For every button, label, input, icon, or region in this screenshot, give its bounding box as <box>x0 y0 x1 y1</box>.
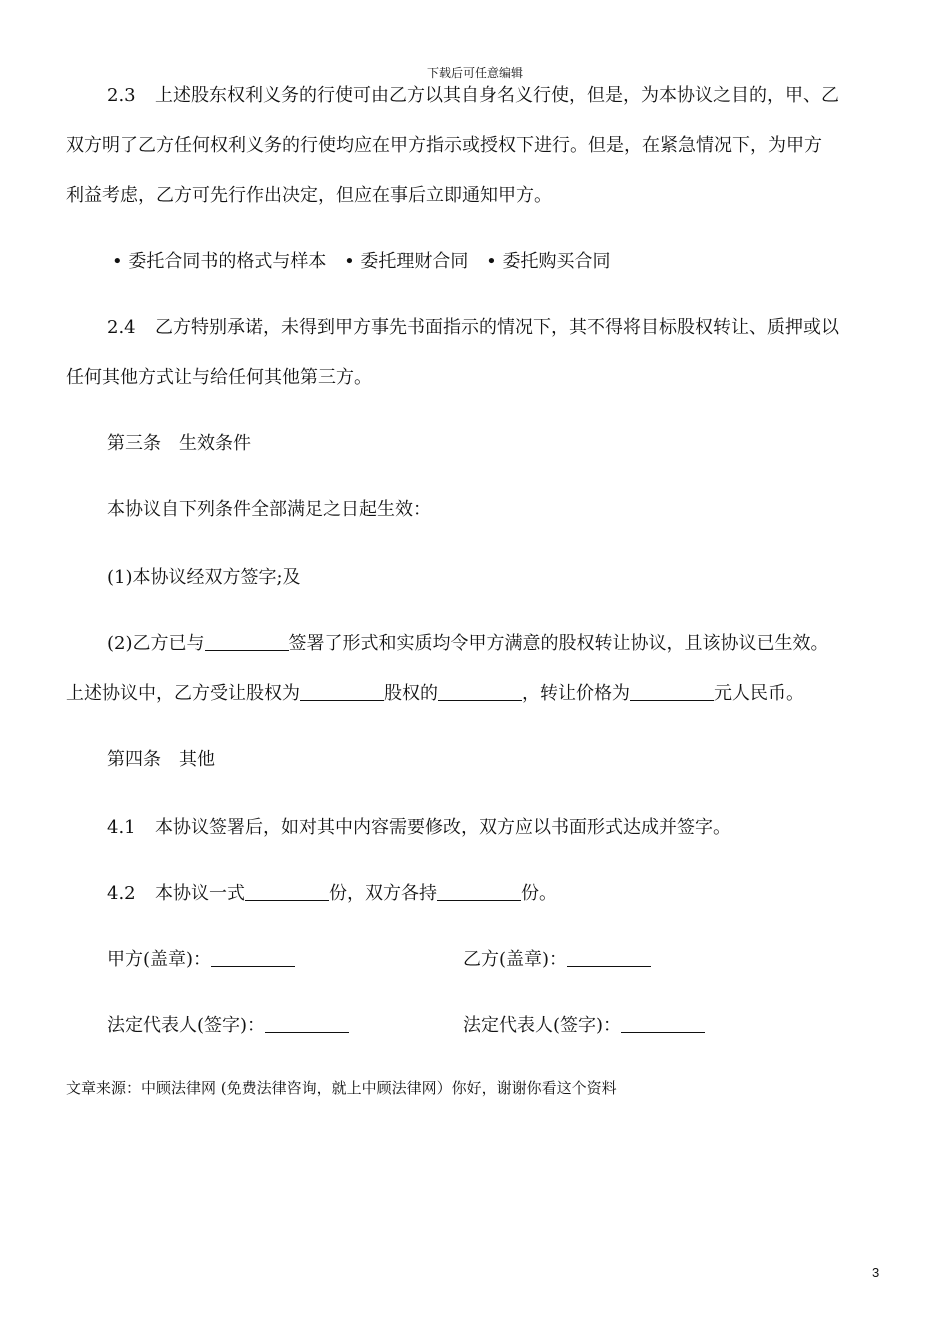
blank-field[interactable] <box>211 948 295 967</box>
related-link-2[interactable]: • 委托理财合同 <box>344 251 469 272</box>
party-a-seal <box>107 946 295 973</box>
clause-2-3-line1 <box>107 82 887 109</box>
clause-4-2 <box>107 880 887 907</box>
blank-field[interactable] <box>567 948 651 967</box>
party-a-rep-label: 法定代表人(签字)： <box>107 1015 266 1036</box>
clause-number: 2.4 <box>107 317 136 338</box>
article-3-condition-2-line1 <box>107 630 887 657</box>
cond2-line2-d: 元人民币。 <box>714 683 804 704</box>
clause-number: 2.3 <box>107 85 136 106</box>
clause-4-2-text-a: 本协议一式 <box>155 883 245 904</box>
related-link-3[interactable]: • 委托购买合同 <box>486 251 611 272</box>
header-note: 下载后可任意编辑 <box>426 66 523 80</box>
clause-text: 乙方特别承诺，未得到甲方事先书面指示的情况下，其不得将目标股权转让、质押或以 <box>155 317 839 338</box>
article-3-title: 第三条 生效条件 <box>107 433 251 454</box>
clause-number: 4.2 <box>107 883 136 904</box>
article-4-title: 第四条 其他 <box>107 749 215 770</box>
cond2-line2-b: 股权的 <box>384 683 438 704</box>
cond2-text-b: 签署了形式和实质均令甲方满意的股权转让协议，且该协议已生效。 <box>288 633 829 654</box>
clause-2-4-line1 <box>107 314 887 341</box>
cond2-line2-c: ，转让价格为 <box>522 683 630 704</box>
clause-text: 上述股东权利义务的行使可由乙方以其自身名义行使，但是，为本协议之目的，甲、乙 <box>155 85 839 106</box>
article-3-intro: 本协议自下列条件全部满足之日起生效： <box>107 499 431 520</box>
cond2-line2-a: 上述协议中，乙方受让股权为 <box>66 683 300 704</box>
party-b-representative <box>463 1012 705 1039</box>
blank-field[interactable] <box>621 1014 705 1033</box>
article-3-condition-2-line2 <box>66 680 846 707</box>
related-link-1[interactable]: • 委托合同书的格式与样本 <box>112 251 327 272</box>
clause-4-2-text-b: 份，双方各持 <box>329 883 437 904</box>
party-a-representative <box>107 1012 349 1039</box>
clause-2-3-line2: 双方明了乙方任何权利义务的行使均应在甲方指示或授权下进行。但是，在紧急情况下，为甲方 <box>66 135 822 156</box>
blank-field[interactable] <box>630 682 714 701</box>
blank-field[interactable] <box>437 882 521 901</box>
blank-field[interactable] <box>265 1014 349 1033</box>
blank-field[interactable] <box>300 682 384 701</box>
blank-field[interactable] <box>245 882 329 901</box>
party-b-seal-label: 乙方(盖章)： <box>463 949 568 970</box>
page-number: 3 <box>872 1265 880 1280</box>
clause-number: 4.1 <box>107 817 136 838</box>
blank-field[interactable] <box>205 632 289 651</box>
party-a-seal-label: 甲方(盖章)： <box>107 949 212 970</box>
blank-field[interactable] <box>438 682 522 701</box>
related-links <box>112 248 623 275</box>
clause-text: 本协议签署后，如对其中内容需要修改，双方应以书面形式达成并签字。 <box>155 817 731 838</box>
party-b-seal <box>463 946 651 973</box>
source-line: 文章来源：中顾法律网 (免费法律咨询，就上中顾法律网）你好，谢谢你看这个资料 <box>66 1079 617 1097</box>
clause-4-2-text-c: 份。 <box>521 883 557 904</box>
cond2-text-a: (2)乙方已与 <box>107 633 205 654</box>
clause-2-4-line2: 任何其他方式让与给任何其他第三方。 <box>66 367 372 388</box>
article-3-condition-1: (1)本协议经双方签字;及 <box>107 567 301 588</box>
clause-4-1 <box>107 814 887 841</box>
party-b-rep-label: 法定代表人(签字)： <box>463 1015 622 1036</box>
clause-2-3-line3: 利益考虑，乙方可先行作出决定，但应在事后立即通知甲方。 <box>66 185 552 206</box>
